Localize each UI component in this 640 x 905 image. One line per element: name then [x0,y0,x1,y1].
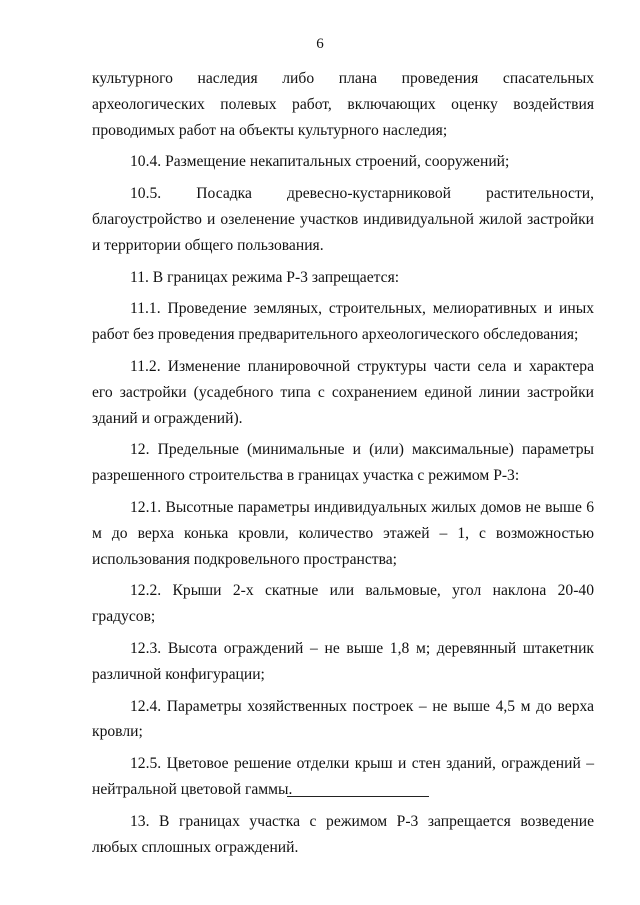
paragraph-continuation: культурного наследия либо плана проведения спасательных археологических полевых работ, включающих оценку воздействия проводимых работ на объекты культурного наследия; [92,70,594,139]
paragraph-11-1: 11.1. Проведение земляных, строительных, мелиоративных и иных работ без проведения предварительного археологического обследования; [92,300,594,344]
paragraph-12: 12. Предельные (минимальные и (или) максимальные) параметры разрешенного строительства в границах участка с режимом Р-3: [92,441,594,485]
paragraph-11-2: 11.2. Изменение планировочной структуры части села и характера его застройки (усадебного типа с сохранением единой линии застройки зданий и ограждений). [92,357,594,427]
document-body [92,66,594,860]
paragraph-11: 11. В границах режима Р-3 запрещается: [130,268,400,286]
paragraph-12-3: 12.3. Высота ограждений – не выше 1,8 м; деревянный штакетник различной конфигурации; [92,639,594,683]
page-number: 6 [316,36,324,52]
paragraph-12-5: 12.5. Цветовое решение отделки крыш и стен зданий, ограждений – нейтральной цветовой гаммы. [92,755,594,798]
paragraph-10-4: 10.4. Размещение некапитальных строений, сооружений; [130,153,510,171]
paragraph-10-5: 10.5. Посадка древесно-кустарниковой растительности, благоустройство и озеленение участков индивидуальной жилой застройки и территории общего пользования. [92,185,594,254]
paragraph-12-1: 12.1. Высотные параметры индивидуальных жилых домов не выше 6 м до верха конька кровли, количество этажей – 1, с возможностью использования подкровельного пространства; [92,498,594,568]
footer-divider-line [287,796,429,797]
paragraph-13: 13. В границах участка с режимом Р-3 запрещается возведение любых сплошных ограждений. [92,812,594,856]
paragraph-12-2: 12.2. Крыши 2-х скатные или вальмовые, угол наклона 20-40 градусов; [92,582,594,626]
paragraph-12-4: 12.4. Параметры хозяйственных построек – не выше 4,5 м до верха кровли; [92,697,594,741]
